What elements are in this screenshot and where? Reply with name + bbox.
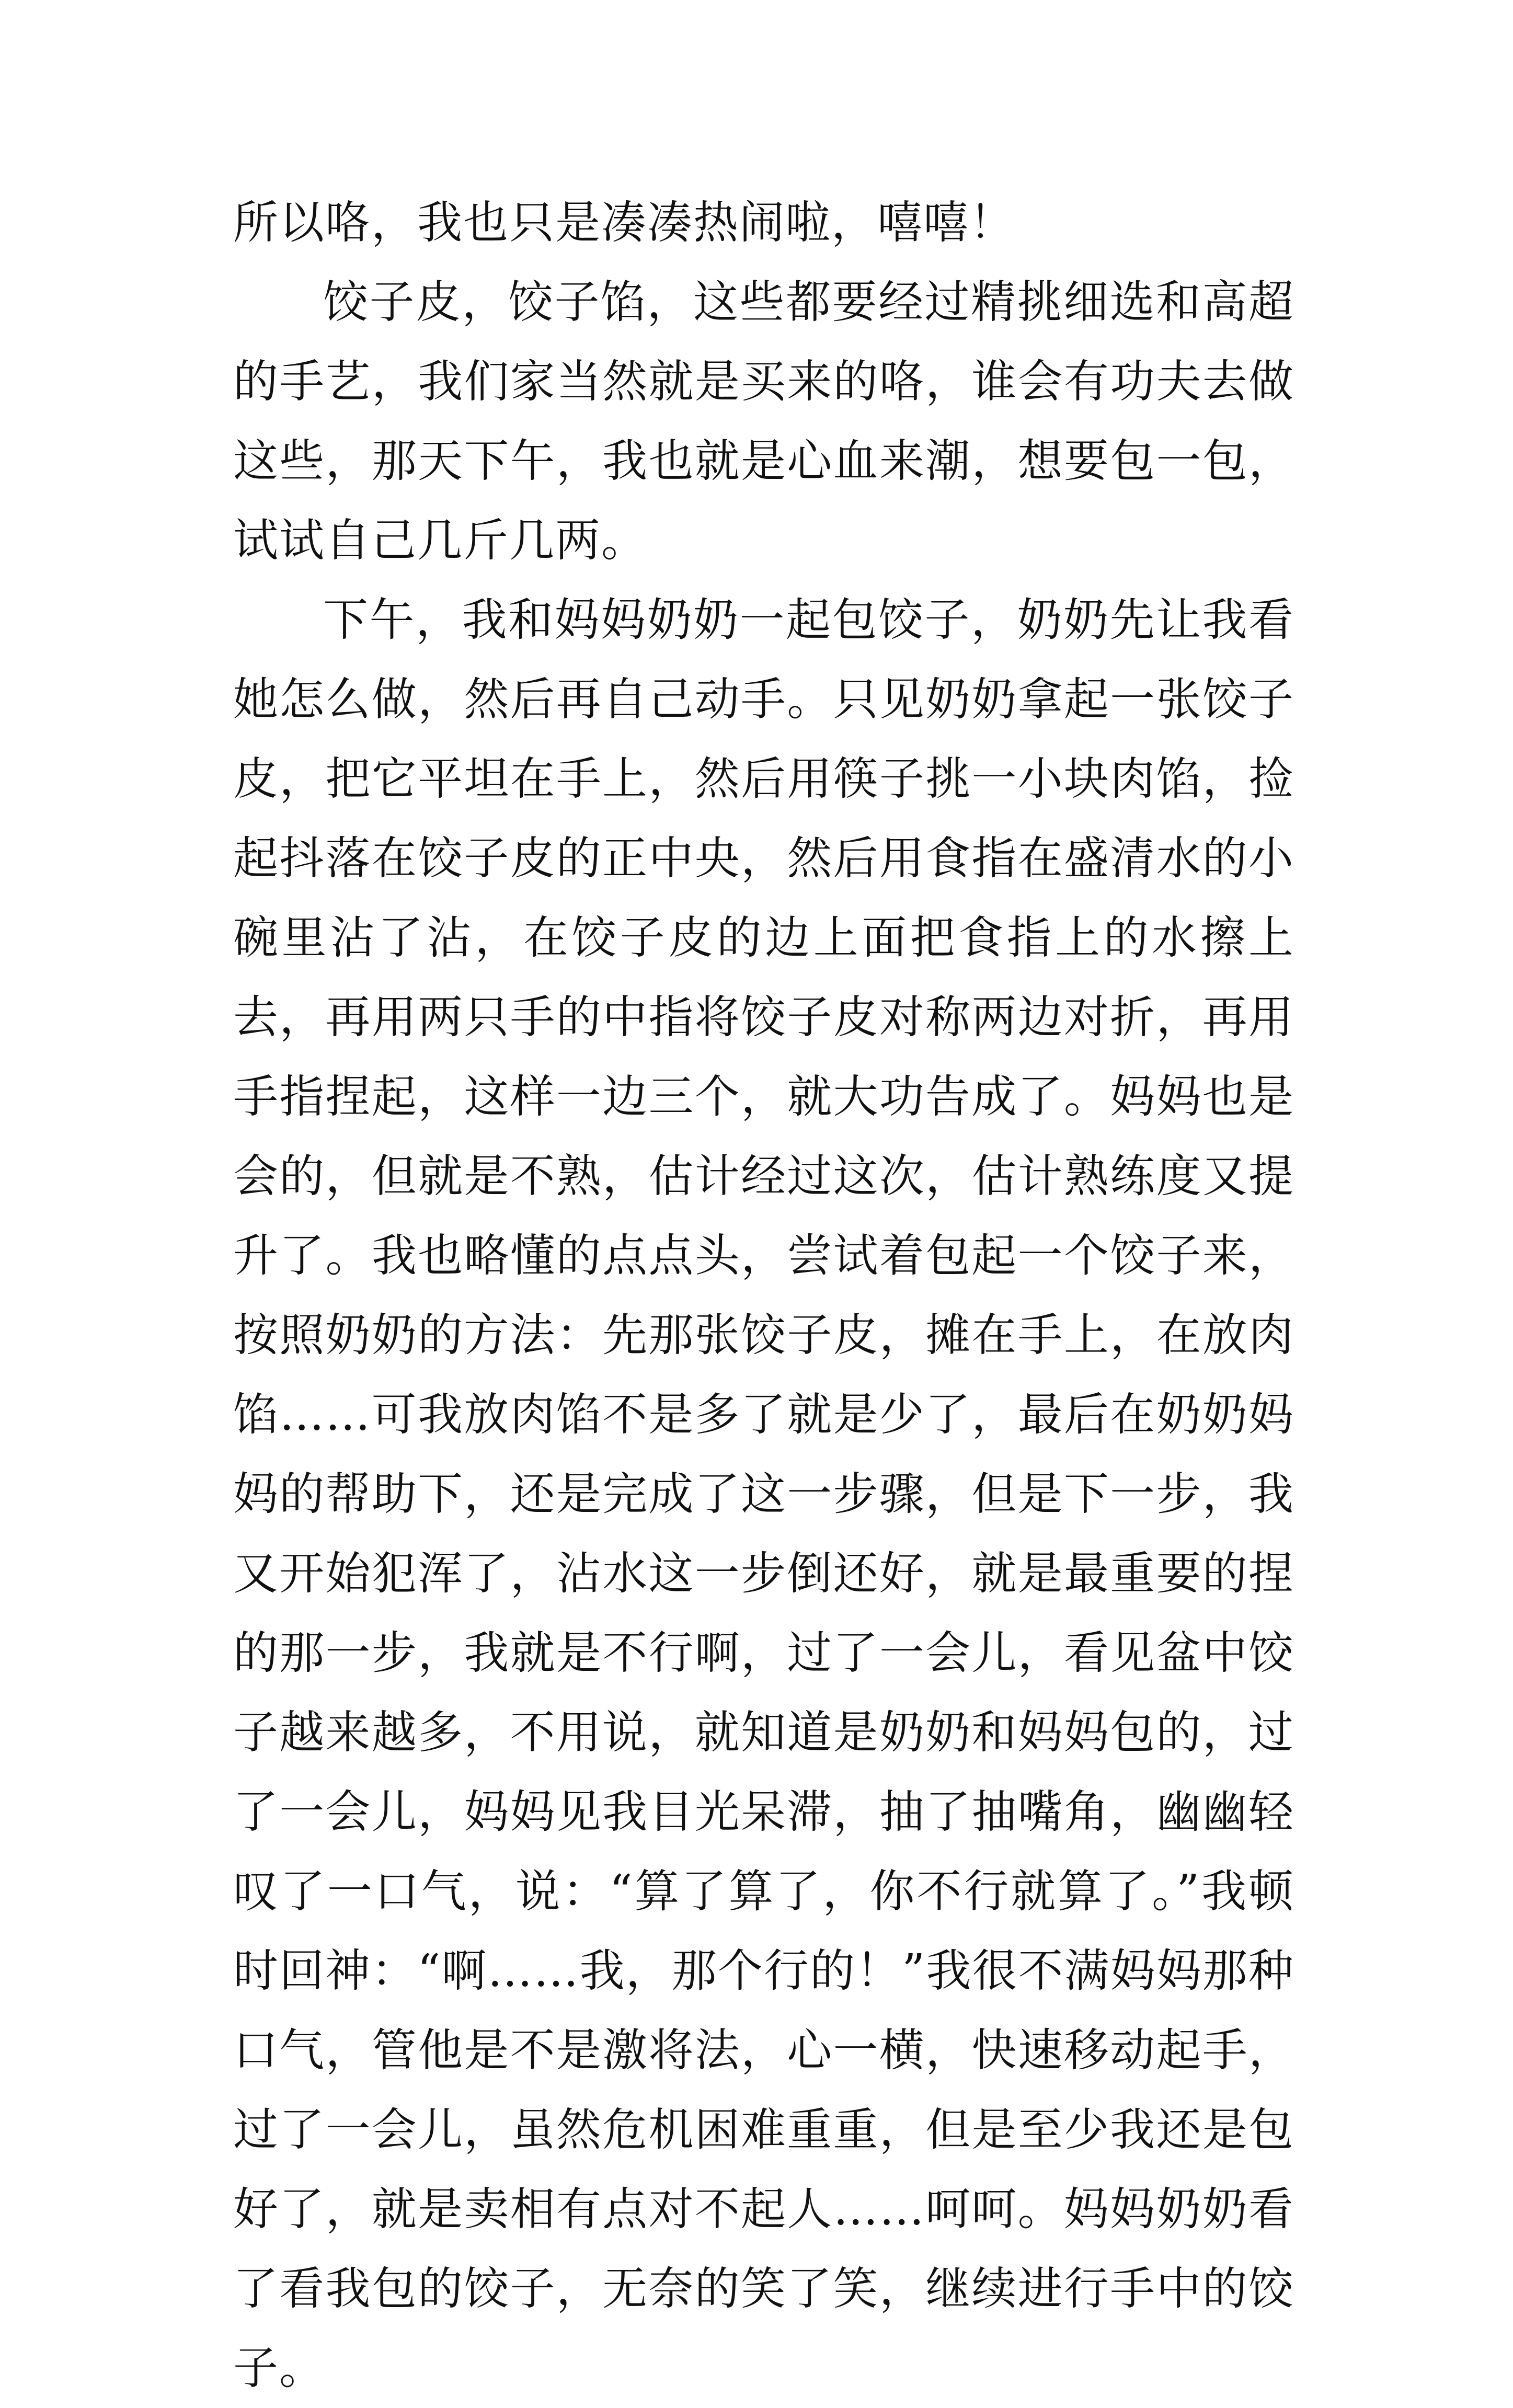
paragraph-1: 所以咯，我也只是凑凑热闹啦，嘻嘻！ xyxy=(233,197,1015,249)
paragraph-2: 饺子皮，饺子馅，这些都要经过精挑细选和高超的手艺，我们家当然就是买来的咯，谁会有功夫去做这些，那天下午，我也就是心血来潮，想要包一包，试试自己几斤几两。 xyxy=(233,276,1294,567)
paragraph-3: 下午，我和妈妈奶奶一起包饺子，奶奶先让我看她怎么做，然后再自己动手。只见奶奶拿起一张饺子皮，把它平坦在手上，然后用筷子挑一小块肉馅，捡起抖落在饺子皮的正中央，然后用食指在盛清水的小碗里沾了沾，在饺子皮的边上面把食指上的水擦上去，再用两只手的中指将饺子皮对称两边对折，再用手指捏起，这样一边三个，就大功告成了。妈妈也是会的，但就是不熟，估计经过这次，估计熟练度又提升了。我也略懂的点点头，尝试着包起一个饺子来，按照奶奶的方法：先那张饺子皮，摊在手上，在放肉馅……可我放肉馅不是多了就是少了，最后在奶奶妈妈的帮助下，还是完成了这一步骤，但是下一步，我又开始犯浑了，沾水这一步倒还好，就是最重要的捏的那一步，我就是不行啊，过了一会儿，看见盆中饺子越来越多，不用说，就知道是奶奶和妈妈包的，过了一会儿，妈妈见我目光呆滞，抽了抽嘴角，幽幽轻叹了一口气，说：“算了算了，你不行就算了。”我顿时回神：“啊……我，那个行的！”我很不满妈妈那种口气，管他是不是激将法，心一横，快速移动起手，过了一会儿，虽然危机困难重重，但是至少我还是包好了，就是卖相有点对不起人……呵呵。妈妈奶奶看了看我包的饺子，无奈的笑了笑，继续进行手中的饺子。 xyxy=(233,594,1294,2394)
document-body xyxy=(233,183,1294,2408)
